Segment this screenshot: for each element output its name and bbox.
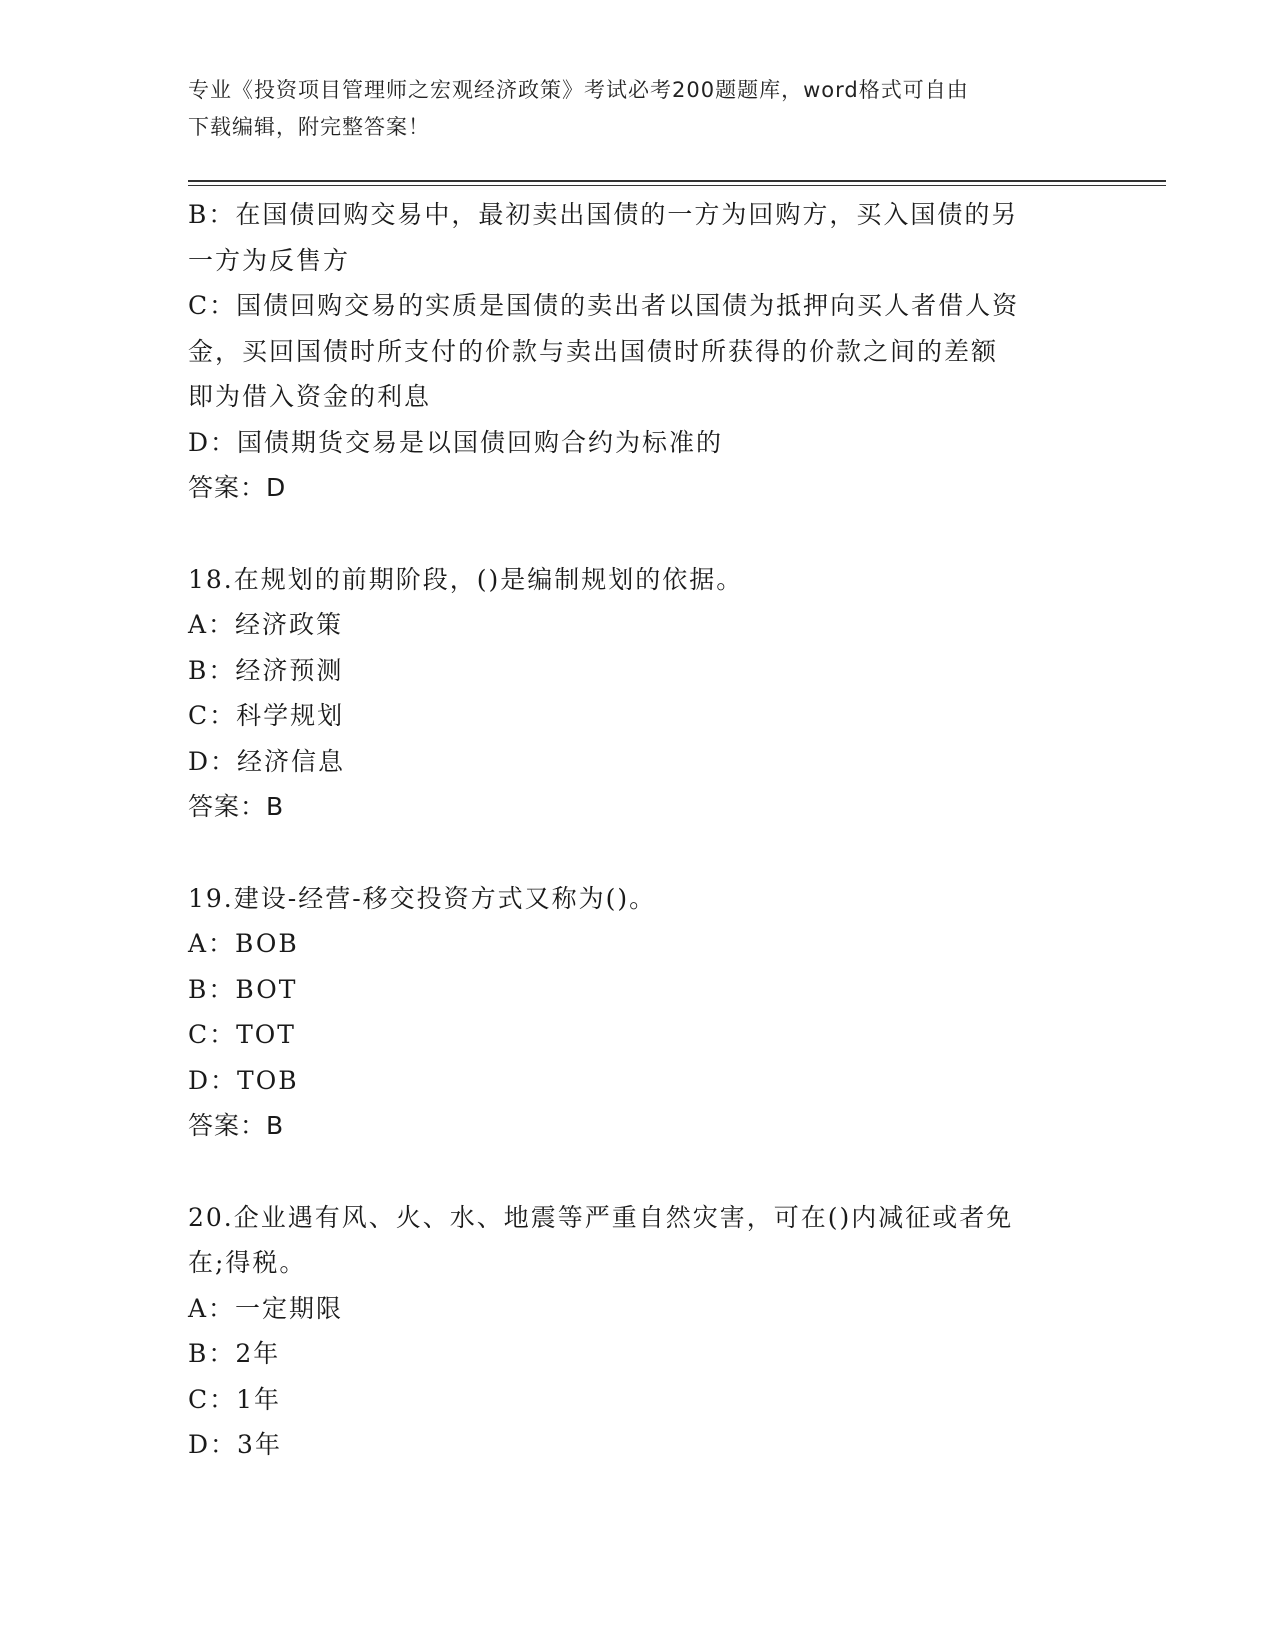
option-d: D：TOB: [188, 1065, 299, 1095]
question-block-20: [188, 1195, 1088, 1468]
option-b: B：经济预测: [188, 655, 344, 685]
option-d: D：国债期货交易是以国债回购合约为标准的: [188, 427, 724, 457]
option-c: C：科学规划: [188, 701, 345, 730]
document-body: [188, 192, 1088, 1468]
question-text: 18.在规划的前期阶段，()是编制规划的依据。: [188, 564, 744, 594]
spacer: [188, 511, 1088, 557]
option-c: C：1年: [188, 1384, 282, 1414]
spacer: [188, 1149, 1088, 1195]
option-c-line-3: 即为借入资金的利息: [188, 382, 432, 411]
option-d: D：经济信息: [188, 746, 346, 776]
header-title-line-2: 下载编辑，附完整答案！: [188, 115, 430, 139]
answer: 答案：B: [188, 792, 285, 821]
option-c: C：TOT: [188, 1020, 296, 1049]
answer: 答案：D: [188, 473, 287, 502]
option-c-line-2: 金，买回国债时所支付的价款与卖出国债时所获得的价款之间的差额: [188, 336, 999, 366]
option-c-line-1: C：国债回购交易的实质是国债的卖出者以国债为抵押向买人者借人资: [188, 291, 1020, 320]
header-title-line-1: 专业《投资项目管理师之宏观经济政策》考试必考200题题库，word格式可自由: [188, 78, 969, 102]
question-block-19: [188, 876, 1088, 1149]
question-text-line-2: 在;得税。: [188, 1248, 307, 1277]
option-a: A：BOB: [188, 929, 299, 958]
option-a: A：一定期限: [188, 1293, 344, 1323]
option-d: D：3年: [188, 1430, 282, 1459]
option-b: B：BOT: [188, 974, 298, 1004]
question-text: 19.建设-经营-移交投资方式又称为()。: [188, 883, 657, 913]
spacer: [188, 830, 1088, 876]
answer: 答案：B: [188, 1111, 285, 1140]
question-text-line-1: 20.企业遇有风、火、水、地震等严重自然灾害，可在()内减征或者免: [188, 1202, 1014, 1232]
question-block-18: [188, 557, 1088, 830]
option-b: B：2年: [188, 1339, 281, 1368]
question-block-17: [188, 192, 1088, 511]
option-a: A：经济政策: [188, 610, 344, 639]
option-b-line-2: 一方为反售方: [188, 245, 351, 275]
header-divider-thin: [188, 185, 1166, 186]
option-b-line-1: B：在国债回购交易中，最初卖出国债的一方为回购方，买入国债的另: [188, 200, 1019, 229]
document-header: [188, 72, 1088, 146]
header-divider-thick: [188, 180, 1166, 182]
